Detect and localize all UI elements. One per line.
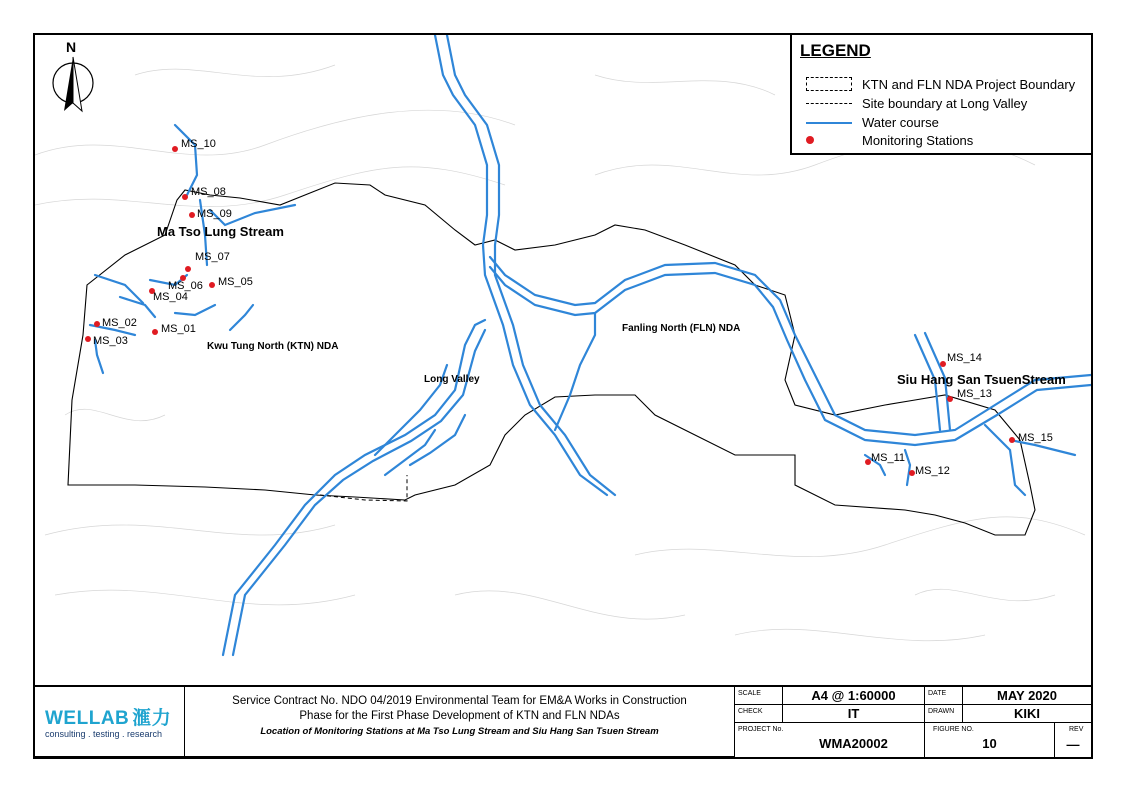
- station-ms05: [209, 282, 215, 288]
- label-ms09: MS_09: [197, 208, 232, 220]
- label-ms07: MS_07: [195, 251, 230, 263]
- drawn-label-cell: DRAWN: [925, 705, 963, 723]
- label-long-valley: Long Valley: [424, 374, 480, 385]
- station-ms10: [172, 146, 178, 152]
- station-ms03: [85, 336, 91, 342]
- station-ms14: [940, 361, 946, 367]
- red-dot-icon: [804, 133, 854, 147]
- drawn-value: KIKI: [1014, 706, 1040, 721]
- station-ms15: [1009, 437, 1015, 443]
- label-ms11: MS_11: [871, 452, 906, 464]
- project-cell: PROJECT No. WMA20002: [735, 723, 925, 757]
- station-ms07: [185, 266, 191, 272]
- drawing-frame: [33, 33, 1093, 759]
- label-ktn: Kwu Tung North (KTN) NDA: [207, 341, 339, 352]
- label-ms04: MS_04: [153, 291, 188, 303]
- legend-label: Monitoring Stations: [862, 132, 974, 148]
- label-fln: Fanling North (FLN) NDA: [622, 323, 741, 334]
- figure-value: 10: [982, 736, 997, 751]
- label-ms03: MS_03: [93, 335, 128, 347]
- legend-label: Site boundary at Long Valley: [862, 95, 1028, 111]
- title-line3: Location of Monitoring Stations at Ma Tso Lung Stream and Siu Hang San Tsuen Stream: [260, 726, 659, 737]
- project-value: WMA20002: [819, 736, 888, 751]
- date-value: MAY 2020: [997, 688, 1057, 703]
- scale-value-cell: [783, 687, 925, 705]
- legend-item-site-boundary: [804, 94, 1027, 112]
- station-ms09: [189, 212, 195, 218]
- rev-value: —: [1066, 737, 1080, 752]
- boundary-box-icon: [804, 77, 854, 91]
- legend-item-monitoring-stations: [804, 131, 973, 149]
- label-ms12: MS_12: [915, 465, 950, 477]
- scale-value: A4 @ 1:60000: [811, 688, 896, 703]
- legend-item-project-boundary: [804, 75, 1075, 93]
- north-label: N: [66, 39, 77, 55]
- label-siu-hang: Siu Hang San TsuenStream: [897, 372, 1066, 387]
- title-line1: Service Contract No. NDO 04/2019 Environmental Team for EM&A Works in Construction: [232, 695, 687, 707]
- check-value-cell: [783, 705, 925, 723]
- label-ms10: MS_10: [181, 138, 216, 150]
- legend-label: Water course: [862, 114, 939, 130]
- date-label-cell: DATE: [925, 687, 963, 705]
- legend-label: KTN and FLN NDA Project Boundary: [862, 76, 1076, 92]
- station-ms02: [94, 321, 100, 327]
- title-cell: [185, 687, 735, 757]
- logo-cjk: 滙力: [132, 708, 172, 729]
- logo-cell: [35, 687, 185, 757]
- label-ms05: MS_05: [218, 276, 253, 288]
- label-ms15: MS_15: [1018, 432, 1053, 444]
- north-arrow: [53, 57, 93, 111]
- logo-tagline: consulting . testing . research: [45, 729, 163, 739]
- station-ms13: [947, 396, 953, 402]
- legend-item-water-course: [804, 113, 939, 131]
- check-value: IT: [847, 706, 860, 721]
- scale-label-cell: SCALE: [735, 687, 783, 705]
- label-ma-tso-lung: Ma Tso Lung Stream: [157, 224, 284, 239]
- station-ms01: [152, 329, 158, 335]
- blue-line-icon: [804, 115, 854, 129]
- title-line2: Phase for the First Phase Development of KTN and FLN NDAs: [299, 710, 620, 722]
- legend-title: LEGEND: [800, 41, 871, 60]
- title-block: [35, 685, 1091, 757]
- drawn-value-cell: [963, 705, 1091, 723]
- check-label-cell: CHECK: [735, 705, 783, 723]
- station-ms08: [182, 194, 188, 200]
- label-ms02: MS_02: [102, 317, 137, 329]
- label-ms08: MS_08: [191, 186, 226, 198]
- dashed-line-icon: [804, 96, 854, 110]
- legend-box: [790, 35, 1091, 155]
- logo-text: WELLAB: [45, 708, 130, 729]
- label-ms13: MS_13: [957, 388, 992, 400]
- rev-cell: REV —: [1055, 723, 1091, 757]
- label-ms06: MS_06: [168, 280, 203, 292]
- label-ms14: MS_14: [947, 352, 982, 364]
- date-value-cell: [963, 687, 1091, 705]
- label-ms01: MS_01: [161, 323, 196, 335]
- figure-cell: FIGURE NO. 10: [925, 723, 1055, 757]
